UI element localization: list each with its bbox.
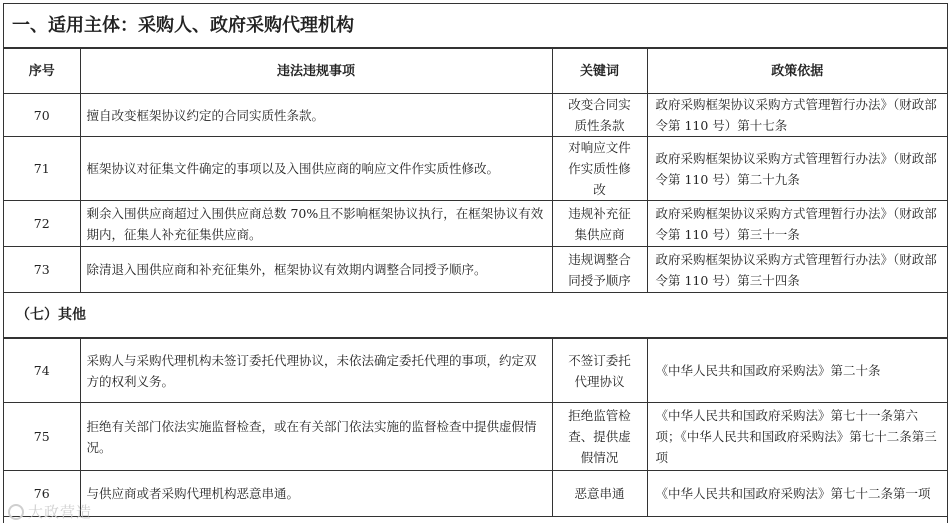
row-basis: 政府采购框架协议采购方式管理暂行办法》（财政部令第 110 号）第二十九条 — [647, 137, 947, 201]
table-header-row — [4, 49, 947, 94]
row-keyword: 违规补充征集供应商 — [552, 201, 647, 247]
table-row — [4, 471, 947, 517]
table-row — [4, 201, 947, 247]
row-basis: 《中华人民共和国政府采购法》第七十二条第一项 — [647, 471, 947, 517]
row-basis: 政府采购框架协议采购方式管理暂行办法》（财政部令第 110 号）第三十四条 — [647, 247, 947, 293]
row-violation: 拒绝有关部门依法实施监督检查，或在有关部门依法实施的监督检查中提供虚假情况。 — [80, 403, 552, 471]
subsection-title: （七）其他 — [4, 293, 947, 338]
table-row — [4, 403, 947, 471]
row-num: 71 — [4, 137, 80, 201]
header-basis: 政策依据 — [647, 49, 947, 94]
row-basis: 《中华人民共和国政府采购法》第七十一条第六项；《中华人民共和国政府采购法》第七十二条第三项 — [647, 403, 947, 471]
watermark-logo-icon — [8, 504, 24, 520]
row-num: 76 — [4, 471, 80, 517]
row-keyword: 不签订委托代理协议 — [552, 339, 647, 403]
watermark — [8, 501, 92, 522]
row-num: 75 — [4, 403, 80, 471]
row-num: 74 — [4, 339, 80, 403]
header-violation: 违法违规事项 — [80, 49, 552, 94]
row-violation: 框架协议对征集文件确定的事项以及入围供应商的响应文件作实质性修改。 — [80, 137, 552, 201]
table-row — [4, 339, 947, 403]
header-num: 序号 — [4, 49, 80, 94]
row-violation: 剩余入围供应商超过入围供应商总数 70%且不影响框架协议执行，在框架协议有效期内，征集人补充征集供应商。 — [80, 201, 552, 247]
row-num: 70 — [4, 94, 80, 137]
row-violation: 采购人与采购代理机构未签订委托代理协议，未依法确定委托代理的事项，约定双方的权利义务。 — [80, 339, 552, 403]
row-num: 72 — [4, 201, 80, 247]
violations-table-b — [4, 338, 947, 517]
row-keyword: 改变合同实质性条款 — [552, 94, 647, 137]
row-keyword: 违规调整合同授予顺序 — [552, 247, 647, 293]
row-violation: 擅自改变框架协议约定的合同实质性条款。 — [80, 94, 552, 137]
row-basis: 政府采购框架协议采购方式管理暂行办法》（财政部令第 110 号）第三十一条 — [647, 201, 947, 247]
header-keyword: 关键词 — [552, 49, 647, 94]
row-keyword: 对响应文件作实质性修改 — [552, 137, 647, 201]
document-frame — [3, 3, 948, 523]
table-row — [4, 247, 947, 293]
table-row — [4, 94, 947, 137]
watermark-text: 大政营造 — [28, 503, 93, 521]
violations-table-a — [4, 48, 947, 293]
row-num: 73 — [4, 247, 80, 293]
row-basis: 政府采购框架协议采购方式管理暂行办法》（财政部令第 110 号）第十七条 — [647, 94, 947, 137]
table-row — [4, 137, 947, 201]
row-violation: 与供应商或者采购代理机构恶意串通。 — [80, 471, 552, 517]
row-violation: 除清退入围供应商和补充征集外，框架协议有效期内调整合同授予顺序。 — [80, 247, 552, 293]
section-title: 一、适用主体：采购人、政府采购代理机构 — [4, 4, 947, 48]
row-keyword: 恶意串通 — [552, 471, 647, 517]
row-basis: 《中华人民共和国政府采购法》第二十条 — [647, 339, 947, 403]
row-keyword: 拒绝监管检查、提供虚假情况 — [552, 403, 647, 471]
